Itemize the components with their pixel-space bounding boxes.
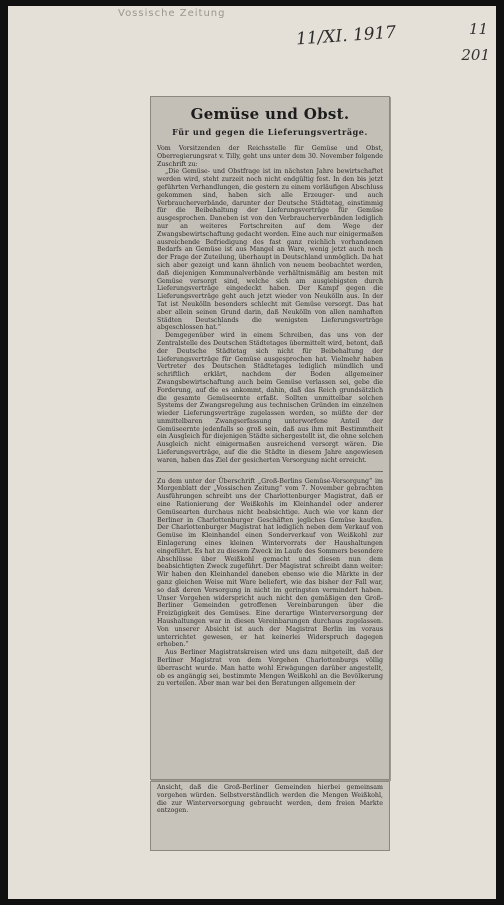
article-subhead: Für und gegen die Lieferungsverträge.	[172, 127, 368, 137]
clipping-continuation	[150, 781, 390, 851]
page-number: 201	[461, 46, 490, 64]
handwritten-date: 11/XI. 1917	[295, 22, 397, 50]
archive-sheet	[8, 6, 496, 899]
continuation-text: Ansicht, daß die Groß-Berliner Gemeinden hierbei gemeinsam vorgehen würden. Selbstverständlich werden die Mengen Weißkohl, die zur Winterversorgung gebraucht werden, dem freien Markte entzogen.	[157, 784, 383, 815]
article-headline: Gemüse und Obst.	[190, 105, 350, 123]
newspaper-clipping	[150, 96, 390, 780]
article-paragraph: Vom Vorsitzenden der Reichsstelle für Gemüse und Obst, Oberregierungsrat v. Tilly, geht uns unter dem 30. November folgende Zuschrift zu:	[157, 145, 383, 168]
article-paragraph: Demgegenüber wird in einem Schreiben, das uns von der Zentralstelle des Deutschen Städtetages übermittelt wird, betont, daß der Deutsche Städtetag sich nicht für Beibehaltung der Lieferungsverträge für Gemüse ausgesprochen hat. Vielmehr haben Vertreter des Deutschen Städtetages lediglich mündlich und schriftlich erklärt, nachdem der Boden allgemeiner Zwangsbewirtschaftung auch beim Gemüse verlassen sei, gebe die Forderung, auf die es ankommt, dahin, daß das Reich grundsätzlich die gesamte Gemüseernte erfaßt. Sollten unmittelbar solchen Systems der Zwangsregelung aus technischen Gründen im einzelnen wieder Lieferungsverträge zugelassen werden, so müßte der der unmittelbaren Zwangserfassung unterworfene Anteil der Gemüseernte jedenfalls so groß sein, daß aus ihm mit Bestimmtheit ein Ausgleich für diejenigen Städte sichergestellt ist, die ohne solchen Ausgleich nicht einigermaßen ausreichend versorgt wären. Die Lieferungsverträge, auf die die Städte in diesem Jahre angewiesen waren, haben das Ziel der gesicherten Versorgung nicht erreicht.	[157, 332, 383, 464]
article-paragraph: Zu dem unter der Überschrift „Groß-Berlins Gemüse-Versorgung“ im Morgenblatt der „Vossischen Zeitung“ vom 7. November gebrachten Ausführungen schreibt uns der Charlottenburger Magistrat, daß er eine Rationierung der Weißkohls im Kleinhandel oder anderer Gemüsearten durchaus nicht beabsichtige. Auch wie vor kann der Berliner in Charlottenburger Geschäften jegliches Gemüse kaufen. Der Charlottenburger Magistrat hat lediglich neben dem Verkauf von Gemüse im Kleinhandel einen Sonderverkauf von Weißkohl zur Einlagerung eines kleinen Wintervorrats der Haushaltungen eingeführt. Es hat zu diesem Zweck im Laufe des Sommers besondere Abschlüsse über Weißkohl gemacht und diesen nun dem beabsichtigten Zweck zugeführt. Der Magistrat schreibt dann weiter: Wir haben den Kleinhandel daneben ebenso wie die Märkte in der ganz gleichen Weise mit Ware beliefert, wie das bisher der Fall war, so daß deren Versorgung in nicht im geringsten vermindert haben. Unser Vorgehen widerspricht auch nicht den gemäßigen den Groß-Berliner Gemeinden getroffenen Vereinbarungen über die Freizügigkeit des Gemüses. Eine derartige Winterversorgung der Haushaltungen war in diesen Vereinbarungen durchaus zugelassen. Von unserer Absicht ist auch der Magistrat Berlin im voraus unterrichtet gewesen, er hat keinerlei Widerspruch dagegen erhoben.“	[157, 477, 383, 649]
section-divider	[157, 471, 383, 472]
article-paragraph: „Die Gemüse- und Obstfrage ist im nächsten Jahre bewirtschaftet werden wird, steht zurzeit noch nicht endgültig fest. In den bis jetzt geführten Verhandlungen, die gestern zu einem vorläufigen Abschluss gekommen sind, haben sich alle Erzeuger- und auch Verbraucherverbände, darunter der Deutsche Städtetag, einstimmig für die Beibehaltung der Lieferungsverträge für Gemüse ausgesprochen. Daneben ist von den Verbraucherverbänden lediglich nur an weiteres Fortschreiten auf dem Wege der Zwangsbewirtschaftung gedacht worden. Eine auch nur einigermaßen ausreichende Befriedigung des fast ganz reichlich vorhandenen Bedarfs an Gemüse ist aus Mangel an Ware, wenig jetzt auch noch der Frage der Zuteilung, überhaupt in Deutschland unmöglich. Da hat sich aber gezeigt und kann ähnlich von neuem beobachtet werden, daß diejenigen Kommunalverbände verhältnismäßig am besten mit Gemüse versorgt sind, welche sich am ausgiebigsten durch Lieferungsverträge eingedeckt haben. Der Kampf gegen die Lieferungsverträge geht auch jetzt wieder von Neukölln aus. In der Tat ist Neukölln besonders schlecht mit Gemüse versorgt. Das hat aber allein seinen Grund darin, daß Neukölln von allen namhaften Städten Deutschlands die wenigsten Lieferungsverträge abgeschlossen hat.“	[157, 168, 383, 332]
article-paragraph: Aus Berliner Magistratskreisen wird uns dazu mitgeteilt, daß der Berliner Magistrat von dem Vorgehen Charlottenburgs völlig überrascht wurde. Man hatte wohl Erwägungen darüber angestellt, ob es angängig sei, bestimmte Mengen Weißkohl an die Bevölkerung zu verteilen. Aber man war bei den Beratungen allgemein der	[157, 649, 383, 688]
newspaper-stamp: Vossische Zeitung	[118, 8, 226, 19]
folio-number: 11	[468, 20, 488, 38]
